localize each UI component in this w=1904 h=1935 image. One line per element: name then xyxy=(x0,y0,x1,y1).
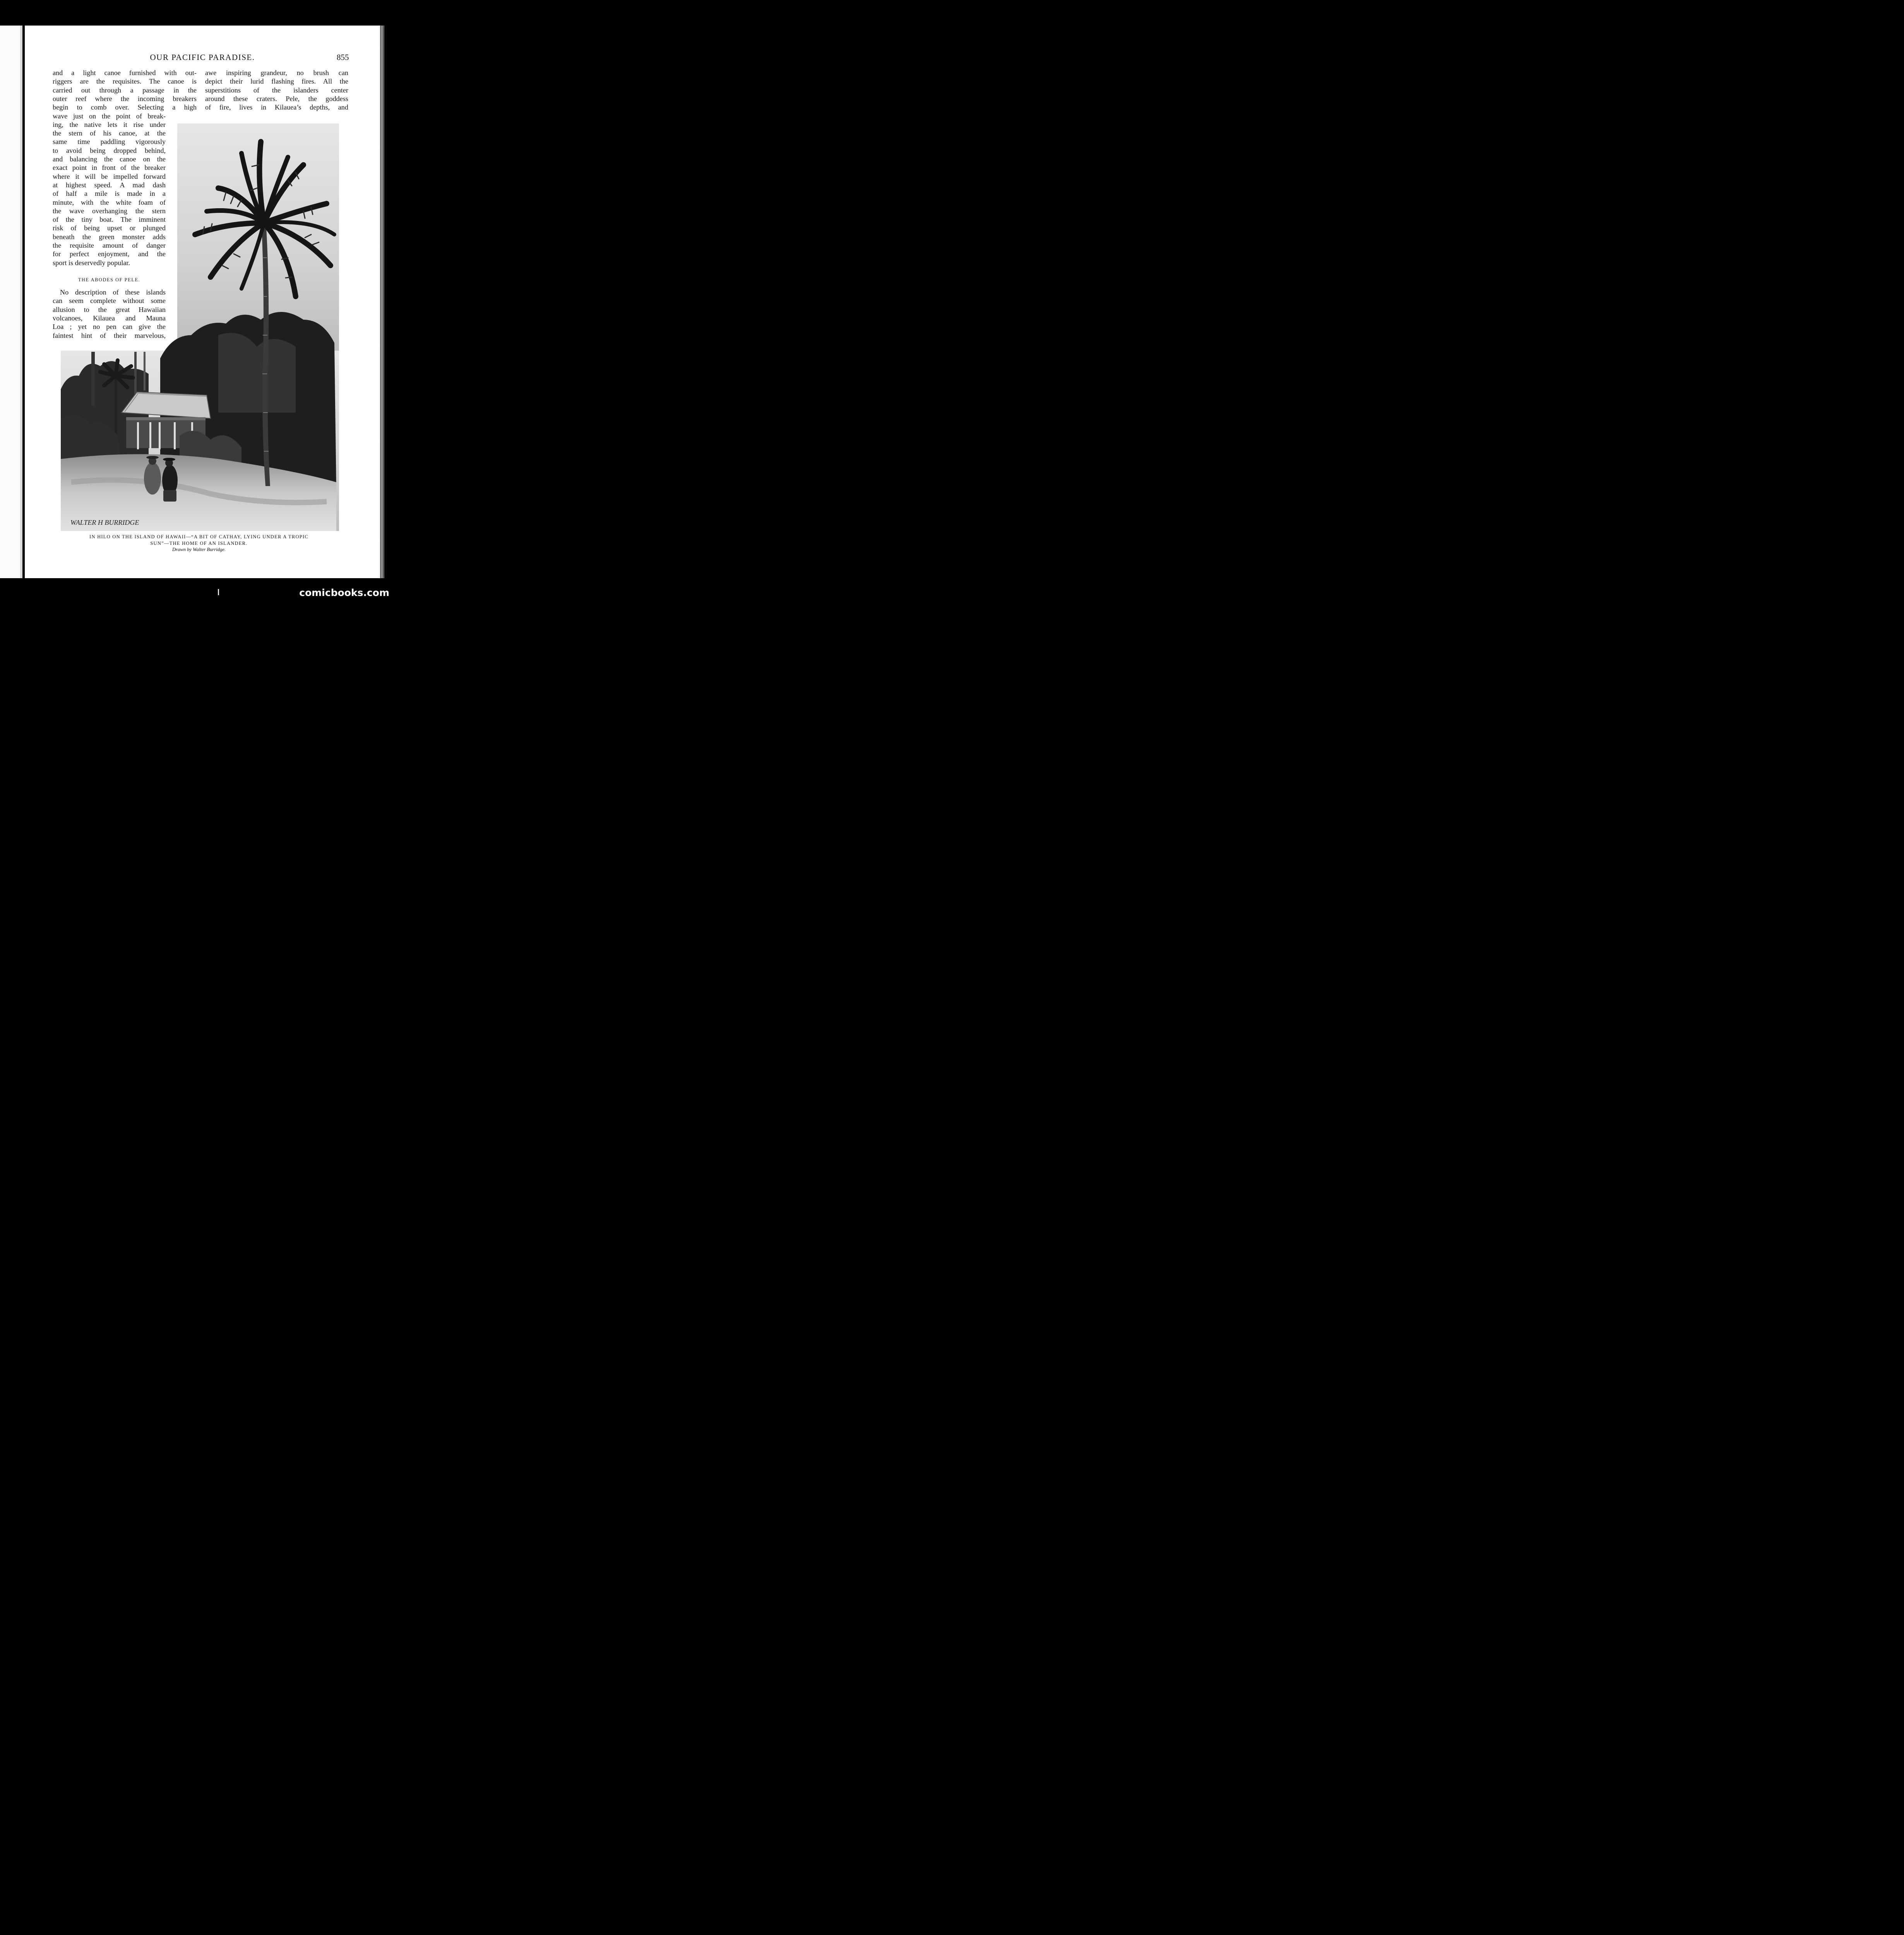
text-line: the wave overhanging the stern xyxy=(53,207,166,215)
text-line: Loa ; yet no pen can give the xyxy=(53,323,166,331)
text-line: can seem complete without some xyxy=(53,297,166,305)
artist-signature: WALTER H BURRIDGE xyxy=(70,519,139,526)
text-line: and balancing the canoe on the xyxy=(53,155,166,163)
text-line: superstitions of the islanders center xyxy=(205,86,348,94)
text-line: of the tiny boat. The imminent xyxy=(53,216,166,224)
text-line: and a light canoe furnished with out- xyxy=(53,69,197,77)
text-line: risk of being upset or plunged xyxy=(53,224,166,232)
text-line: the requisite amount of danger xyxy=(53,241,166,249)
illustration-caption-line: IN HILO ON THE ISLAND OF HAWAII—“A BIT OF CATHAY, LYING UNDER A TROPIC xyxy=(89,534,308,539)
right-column xyxy=(25,26,380,578)
text-line: begin to comb over. Selecting a high xyxy=(53,103,197,111)
text-line: volcanoes, Kilauea and Mauna xyxy=(53,314,166,322)
text-line: ing, the native lets it rise under xyxy=(53,120,166,128)
page-number: 855 xyxy=(337,53,349,62)
facing-page-shadow xyxy=(20,26,22,578)
running-head: OUR PACIFIC PARADISE. xyxy=(150,53,255,62)
text-line: depict their lurid flashing fires. All the xyxy=(205,77,348,86)
text-line: same time paddling vigorously xyxy=(53,138,166,146)
scan-mark xyxy=(218,589,219,595)
text-line: wave just on the point of break- xyxy=(53,112,166,120)
text-line: around these craters. Pele, the goddess xyxy=(205,94,348,103)
facing-page-edge xyxy=(0,26,22,578)
text-line: the stern of his canoe, at the xyxy=(53,129,166,137)
text-line: No description of these islands xyxy=(60,288,166,296)
text-line: to avoid being dropped behind, xyxy=(53,146,166,154)
text-line: of fire, lives in Kilauea’s depths, and xyxy=(205,103,348,111)
section-subhead: THE ABODES OF PELE. xyxy=(78,277,140,283)
text-line: exact point in front of the breaker xyxy=(53,164,166,172)
book-spine xyxy=(380,26,385,578)
illustration-credit: Drawn by Walter Burridge. xyxy=(172,547,226,552)
text-line: of half a mile is made in a xyxy=(53,190,166,198)
text-line: carried out through a passage in the xyxy=(53,86,197,94)
illustration-caption-line: SUN”—THE HOME OF AN ISLANDER. xyxy=(150,541,248,546)
watermark: comicbooks.com xyxy=(299,587,389,598)
magazine-page xyxy=(25,26,380,578)
text-line: awe inspiring grandeur, no brush can xyxy=(205,69,348,77)
text-line: faintest hint of their marvelous, xyxy=(53,331,166,339)
text-line: sport is deservedly popular. xyxy=(53,259,130,267)
text-line: beneath the green monster adds xyxy=(53,233,166,241)
text-line: minute, with the white foam of xyxy=(53,198,166,206)
text-line: where it will be impelled forward xyxy=(53,172,166,180)
text-line: at highest speed. A mad dash xyxy=(53,181,166,189)
text-line: allusion to the great Hawaiian xyxy=(53,305,166,313)
text-line: outer reef where the incoming breakers xyxy=(53,94,197,103)
text-line: for perfect enjoyment, and the xyxy=(53,250,166,258)
text-line: riggers are the requisites. The canoe is xyxy=(53,77,197,86)
